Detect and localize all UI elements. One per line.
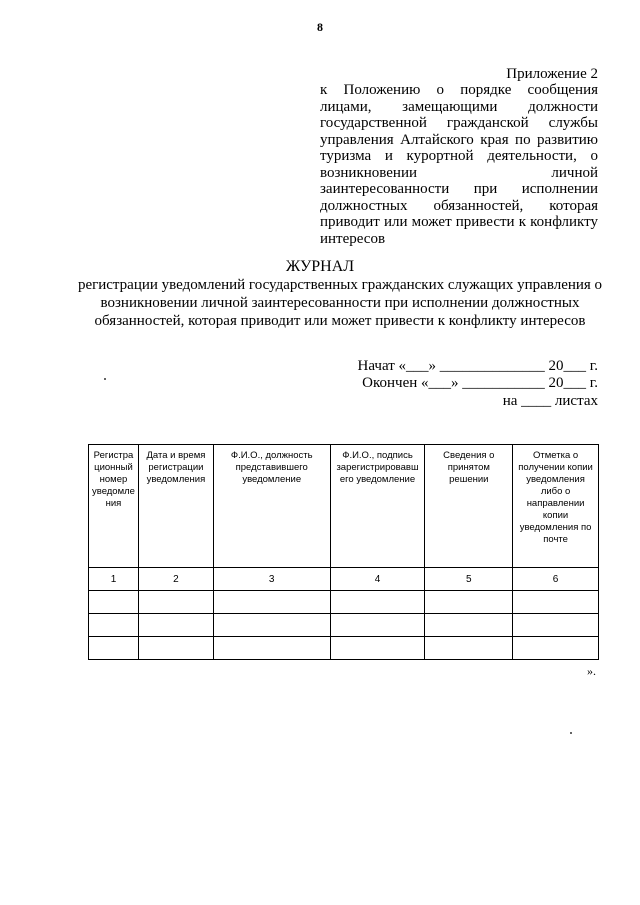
empty-cell [425, 614, 513, 637]
empty-cell [89, 614, 139, 637]
column-number: 6 [513, 568, 599, 591]
registration-table [88, 444, 599, 660]
empty-cell [213, 591, 330, 614]
empty-cell [513, 591, 599, 614]
page-number: 8 [317, 20, 323, 34]
column-number: 3 [213, 568, 330, 591]
table-row [89, 637, 599, 660]
empty-cell [330, 614, 425, 637]
header-cell: Дата и время регистрации уведомления [138, 445, 213, 568]
appendix-text: к Положению о порядке сообщения лицами, замещающими должности государственной гражданской службы управления Алтайского края по развитию туризма и курортной деятельности, о возникновении личной заинтересованности при исполнении должностных обязанностей, которая приводит или может привести к конфликту интересов [320, 82, 598, 247]
column-number: 5 [425, 568, 513, 591]
table-row [89, 614, 599, 637]
column-number-row [89, 568, 599, 591]
empty-cell [513, 637, 599, 660]
header-cell: Ф.И.О., должность представившего уведомление [213, 445, 330, 568]
empty-cell [138, 614, 213, 637]
empty-cell [513, 614, 599, 637]
journal-heading: ЖУРНАЛ [285, 258, 355, 275]
journal-subtitle: регистрации уведомлений государственных гражданских служащих управления о возникновении личной заинтересованности при исполнении должностных обязанностей, которая приводит или может привести к конфликту интересов [77, 277, 603, 329]
header-cell: Регистра ционный номер уведомле ния [89, 445, 139, 568]
appendix-title: Приложение 2 [506, 66, 598, 82]
empty-cell [330, 591, 425, 614]
table-row [89, 591, 599, 614]
sheets-count-line: на ____ листах [502, 393, 598, 409]
header-cell: Отметка о получении копии уведомления либо о направлении копии уведомления по почте [513, 445, 599, 568]
scan-speck [104, 378, 106, 380]
table-header-row [89, 445, 599, 568]
empty-cell [138, 591, 213, 614]
empty-cell [425, 591, 513, 614]
start-date-line: Начат «___» ______________ 20___ г. [357, 358, 598, 374]
empty-cell [213, 614, 330, 637]
column-number: 2 [138, 568, 213, 591]
end-date-line: Окончен «___» ___________ 20___ г. [362, 375, 598, 391]
scan-speck [570, 732, 572, 734]
empty-cell [330, 637, 425, 660]
empty-cell [138, 637, 213, 660]
header-cell: Сведения о принятом решении [425, 445, 513, 568]
empty-cell [425, 637, 513, 660]
column-number: 1 [89, 568, 139, 591]
closing-quote: ». [587, 664, 596, 678]
column-number: 4 [330, 568, 425, 591]
empty-cell [213, 637, 330, 660]
empty-cell [89, 637, 139, 660]
empty-cell [89, 591, 139, 614]
header-cell: Ф.И.О., подпись зарегистрировавш его уведомление [330, 445, 425, 568]
